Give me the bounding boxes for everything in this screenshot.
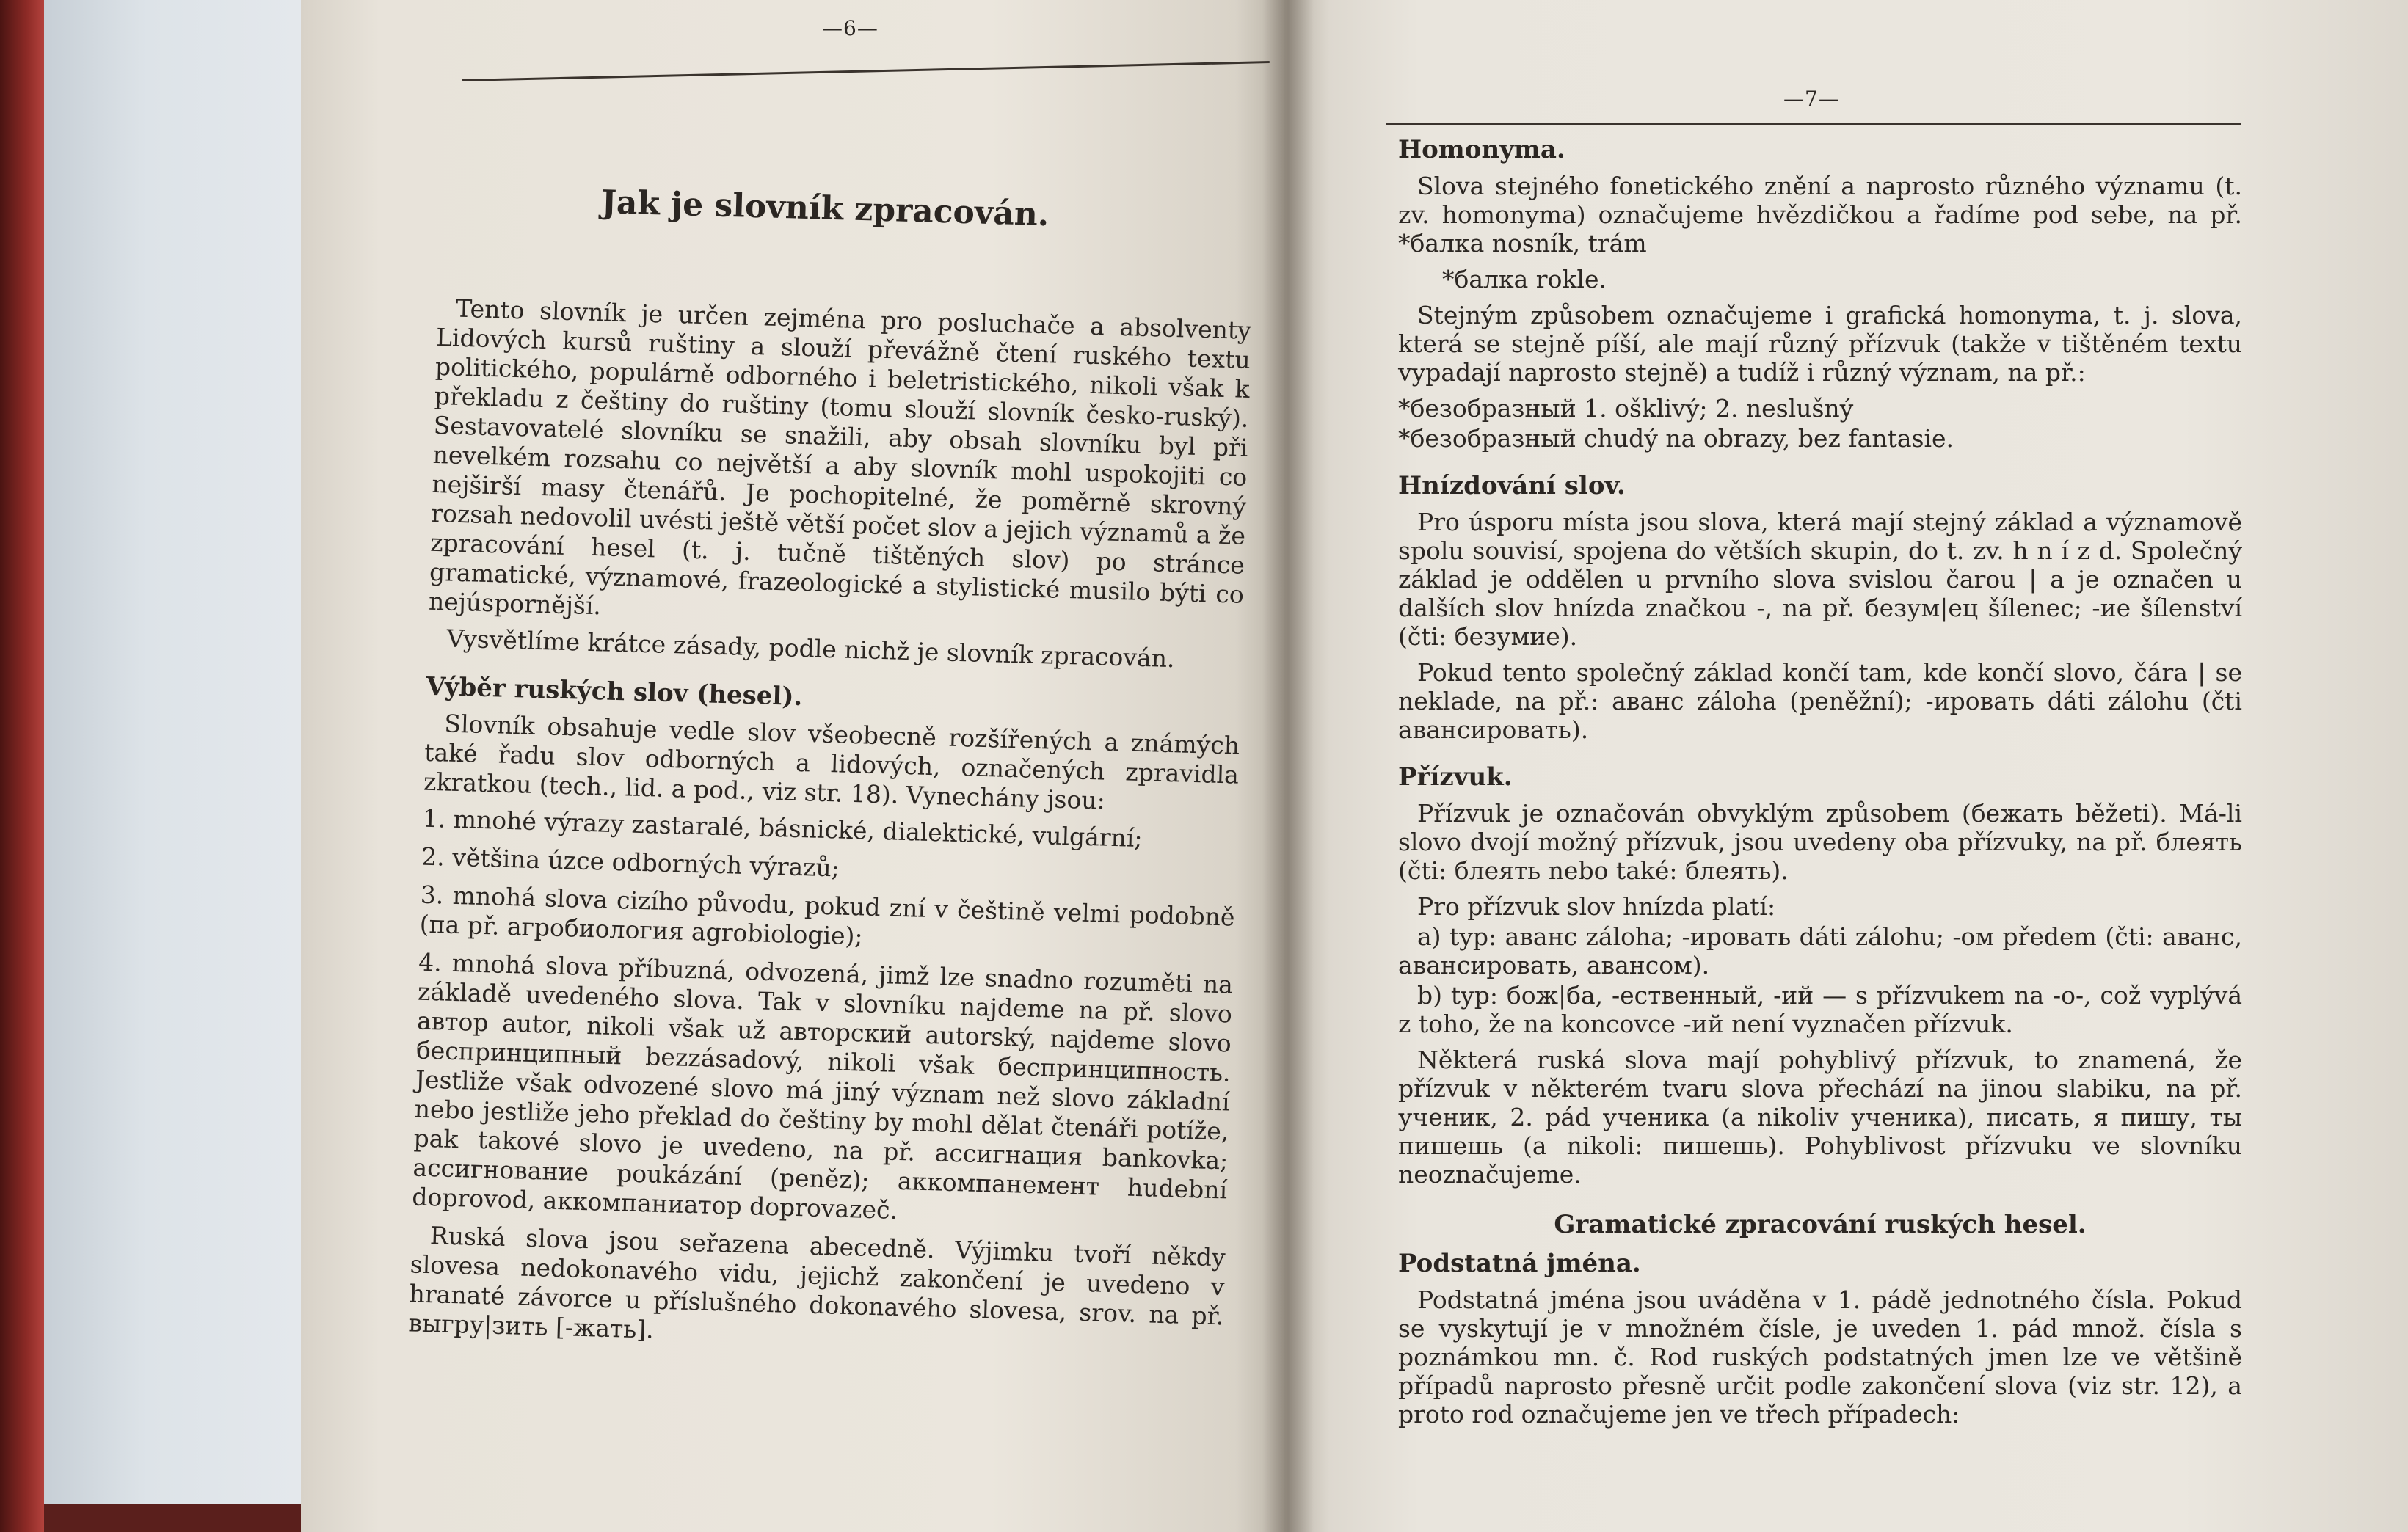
prizvuk-paragraph-3: Některá ruská slova mají pohyblivý přízvuk, to znamená, že přízvuk v některém tvaru slova přechází na jinou slabiku, na př. ученик, 2. pád ученика (a nikoliv ученика), писать, я пишу, ты пишешь (a nikoli: пишешь). Pohyblivost přízvuku ve slovníku neoznačujeme. — [1398, 1046, 2242, 1189]
right-page-number: —7— — [1783, 87, 1840, 111]
nouns-paragraph: Podstatná jména jsou uváděna v 1. pádě jednotného čísla. Pokud se vyskytují je v množném čísle, je uveden 1. pád množ. čísla s poznámkou mn. č. Rod ruských podstatných jmen lze ve většině případů naprosto přesně určit podle zakončení slova (viz str. 12), a proto rod označujeme jen ve třech případech: — [1398, 1285, 2242, 1429]
page-title: Jak je slovník zpracován. — [600, 183, 1050, 234]
closing-paragraph: Ruská slova jsou seřazena abecedně. Výjimku tvoří někdy slovesa nedokonavého vidu, jejichž zakončení je uvedeno v hranaté závorce u příslušného dokonavého slovesa, srov. na př. выгру|зить [-жать]. — [408, 1221, 1226, 1344]
homonyma-example: *безобразный 1. ošklivý; 2. neslušný — [1398, 394, 1854, 423]
section-heading-homonyma: Homonyma. — [1398, 135, 1565, 164]
intro-paragraph: Tento slovník je určen zejména pro posluchače a absolventy Lidových kursů ruštiny a slouží převážně čtení ruského textu politického, populárně odborného i beletristického, nikoli však k překladu z češtiny do ruštiny (tomu slouží slovník česko-ruský). Sestavovatelé slovníku se snažili, aby obsah slovníku byl při nevelkém rozsahu co největší a aby slovník mohl uspokojiti co nejširší masy čtenářů. Je pochopitelné, že poměrně skrovný rozsah nedovolil uvésti ještě větší počet slov a jejich významů a že zpracování hesel (t. j. tučně tištěných slov) po stránce gramatické, významové, frazeologické a stylistické musilo býti co nejúspornější. — [428, 293, 1252, 621]
prizvuk-paragraph-1: Přízvuk je označován obvyklým způsobem (бежать běžeti). Má-li slovo dvojí možný přízvuk, jsou uvedeny oba přízvuky, na př. блеять (čti: блеять nebo také: блеять). — [1398, 799, 2242, 885]
list-item: 4. mnohá slova příbuzná, odvozená, jimž lze snadno rozuměti na základě uvedeného slova. Tak v slovníku najdeme na př. slovo автор autor, nikoli však už авторский autorský, najdeme slovo беспринципный bezzásadový, nikoli však беспринципность. Jestliže však odvozené slovo má jiný význam než slovo základní nebo jestliže jeho překlad do češtiny by mohl dělat čtenáři potíže, pak takové slovo je uvedeno, na př. ассигнация bankovka; ассигнование poukázání (peněz); аккомпанемент hudební doprovod, аккомпаниатор doprovazeč. — [411, 947, 1234, 1225]
prizvuk-paragraph-2: Pro přízvuk slov hnízda platí: — [1417, 892, 1776, 921]
section-heading-nouns: Podstatná jména. — [1398, 1249, 1641, 1278]
section-heading-prizvuk: Přízvuk. — [1398, 762, 1513, 792]
left-page-text — [408, 183, 1255, 1368]
right-header-rule — [1386, 123, 2241, 125]
homonyma-paragraph-2: Stejným způsobem označujeme i grafická homonyma, t. j. slova, která se stejně píší, ale mají různý přízvuk (takže v tištěném textu vypadají naprosto stejně) a tudíž i různý význam, na př.: — [1398, 301, 2242, 387]
hnizdovani-paragraph-1: Pro úsporu místa jsou slova, která mají stejný základ a významově spolu souvisí, spojena do větších skupin, do t. zv. h n í z d. Společný základ je oddělen u prvního slova svislou čarou | a je označen u dalších slov hnízda značkou -, na př. безум|ец šílenec; -ие šílenství (čti: безумие). — [1398, 508, 2242, 651]
homonyma-paragraph-1: Slova stejného fonetického znění a naprosto různého významu (t. zv. homonyma) označujeme hvězdičkou a řadíme pod sebe, na př. *балка nosník, trám — [1398, 172, 2242, 258]
section-heading-selection: Výběr ruských slov (hesel). — [426, 671, 803, 712]
list-item: 3. mnohá slova cizího původu, pokud zní v češtině velmi podobně (па př. агробиология agrobiologie); — [419, 880, 1236, 951]
prizvuk-type-a: a) typ: аванс záloha; -ировать dáti zálohu; -ом předem (čti: аванс, авансировать, авансом). — [1398, 922, 2242, 980]
book-cover-board — [44, 0, 305, 1504]
homonyma-example: *безобразный chudý na obrazy, bez fantasie. — [1398, 424, 1954, 453]
principles-paragraph: Vysvětlíme krátce zásady, podle nichž je slovník zpracován. — [446, 624, 1176, 674]
list-item: 1. mnohé výrazy zastaralé, básnické, dialektické, vulgární; — [422, 803, 1143, 853]
left-page-number: —6— — [822, 16, 879, 40]
section-heading-grammar: Gramatické zpracování ruských hesel. — [1554, 1210, 2087, 1239]
homonyma-example: *балка rokle. — [1442, 265, 1607, 293]
book-cover-edge — [0, 0, 44, 1532]
hnizdovani-paragraph-2: Pokud tento společný základ končí tam, kde končí slovo, čára | se neklade, na př.: аванс záloha (peněžní); -ировать dáti zálohu (čti авансировать). — [1398, 658, 2242, 744]
selection-intro: Slovník obsahuje vedle slov všeobecně rozšířených a známých také řadu slov odborných a lidových, označených zpravidla zkratkou (tech., lid. a pod., viz str. 18). Vynechány jsou: — [423, 709, 1240, 815]
list-item: 2. většina úzce odborných výrazů; — [421, 842, 840, 883]
section-heading-hnizdovani: Hnízdování slov. — [1398, 471, 1626, 500]
book-gutter — [1262, 0, 1314, 1532]
right-page-text — [1398, 136, 2242, 1436]
prizvuk-type-b: b) typ: бож|ба, -ественный, -ий — s přízvukem na -о-, což vyplývá z toho, že na koncovce -ий není vyznačen přízvuk. — [1398, 981, 2242, 1038]
